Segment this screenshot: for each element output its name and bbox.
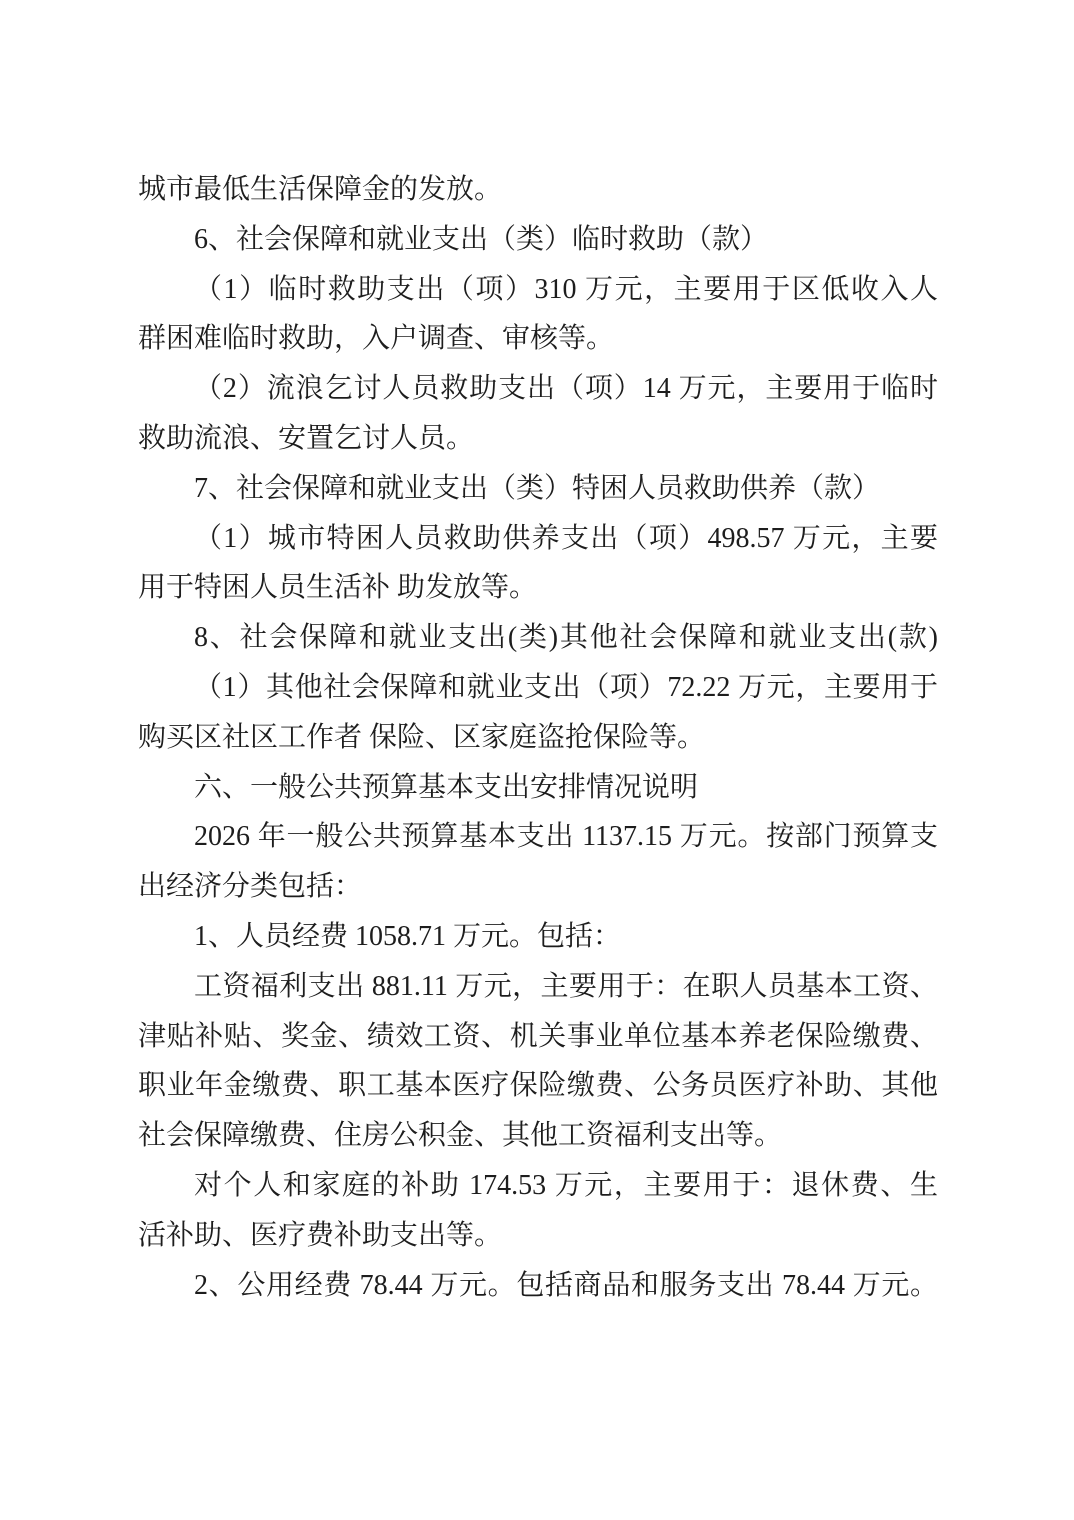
text-line: 六、一般公共预算基本支出安排情况说明 <box>194 771 699 803</box>
text-line: （1）临时救助支出（项）310 万元，主要用于区低收入人 <box>194 273 938 305</box>
text-line: 用于特困人员生活补 助发放等。 <box>138 572 538 604</box>
text-line: 购买区社区工作者 保险、区家庭盗抢保险等。 <box>138 721 706 753</box>
text-line: 2026 年一般公共预算基本支出 1137.15 万元。按部门预算支 <box>194 821 938 853</box>
text-line: 工资福利支出 881.11 万元，主要用于：在职人员基本工资、 <box>194 970 938 1002</box>
text-line: 活补助、医疗费补助支出等。 <box>138 1219 503 1251</box>
document-body <box>138 165 938 1310</box>
text-line: 1、人员经费 1058.71 万元。包括： <box>194 920 622 952</box>
text-line: 群困难临时救助，入户调查、审核等。 <box>138 323 615 355</box>
text-line: 社会保障缴费、住房公积金、其他工资福利支出等。 <box>138 1120 783 1152</box>
text-line: （1）其他社会保障和就业支出（项）72.22 万元，主要用于 <box>194 671 938 703</box>
text-line: 津贴补贴、奖金、绩效工资、机关事业单位基本养老保险缴费、 <box>138 1020 938 1052</box>
text-line: （1）城市特困人员救助供养支出（项）498.57 万元，主要 <box>194 522 938 554</box>
text-line: 对个人和家庭的补助 174.53 万元，主要用于：退休费、生 <box>194 1169 938 1201</box>
text-line: 城市最低生活保障金的发放。 <box>138 174 503 205</box>
text-line: 7、社会保障和就业支出（类）特困人员救助供养（款） <box>194 472 881 504</box>
text-line: 6、社会保障和就业支出（类）临时救助（款） <box>194 223 769 255</box>
text-line: 救助流浪、安置乞讨人员。 <box>138 422 475 454</box>
text-line: 职业年金缴费、职工基本医疗保险缴费、公务员医疗补助、其他 <box>138 1070 938 1102</box>
text-line: 8、社会保障和就业支出(类)其他社会保障和就业支出(款) <box>194 622 938 654</box>
text-line: 2、公用经费 78.44 万元。包括商品和服务支出 78.44 万元。 <box>194 1269 938 1301</box>
text-line: 出经济分类包括： <box>138 871 363 903</box>
text-line: （2）流浪乞讨人员救助支出（项）14 万元，主要用于临时 <box>194 373 938 405</box>
